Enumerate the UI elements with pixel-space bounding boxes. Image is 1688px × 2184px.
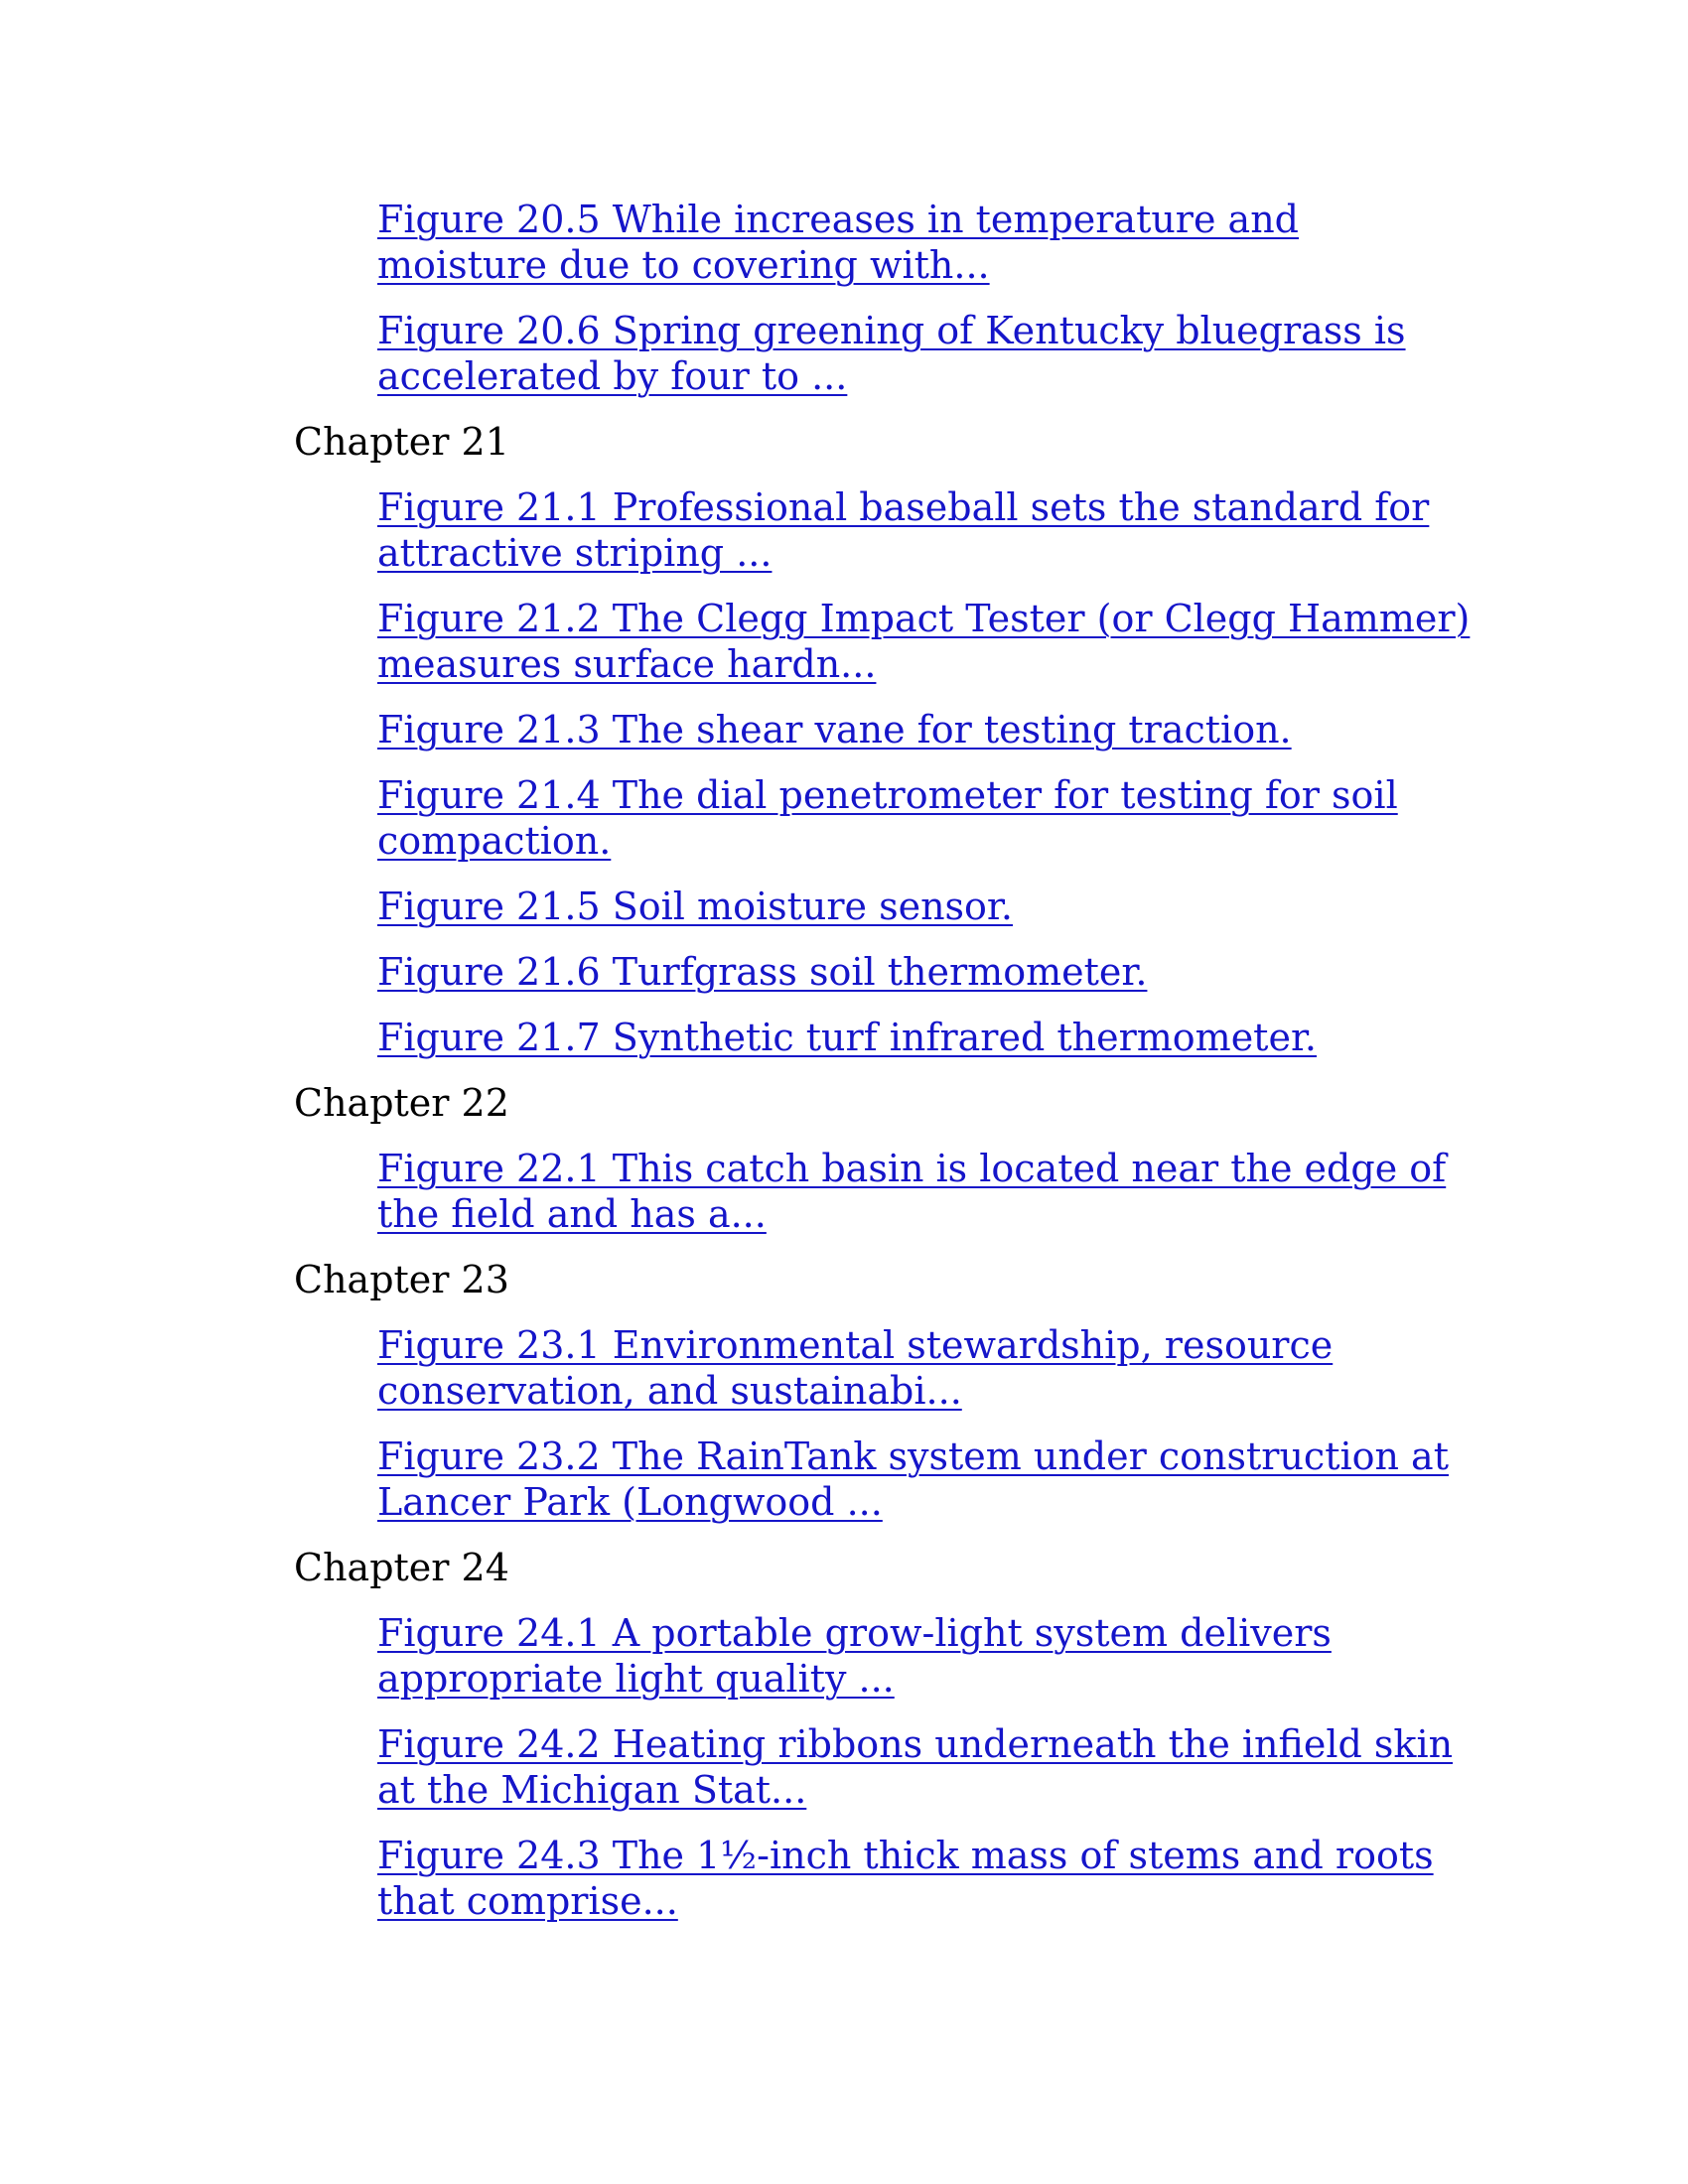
chapter-23-figure-list: [294, 1322, 1485, 1525]
chapter-21-figure-list: [294, 484, 1485, 1060]
figure-21-5-link[interactable]: Figure 21.5 Soil moisture sensor.: [377, 885, 1013, 928]
figure-21-2-link[interactable]: Figure 21.2 The Clegg Impact Tester (or Clegg Hammer) measures surface hardn...: [377, 597, 1471, 686]
figure-21-7-link[interactable]: Figure 21.7 Synthetic turf infrared thermometer.: [377, 1016, 1318, 1059]
list-item: [377, 1721, 1479, 1813]
list-item: [377, 884, 1479, 929]
list-item: [377, 1146, 1479, 1237]
list-item: [377, 949, 1479, 995]
chapter-23-heading: Chapter 23: [294, 1258, 509, 1301]
list-item: [377, 484, 1479, 576]
list-item: [377, 1433, 1479, 1525]
figure-24-1-link[interactable]: Figure 24.1 A portable grow-light system delivers appropriate light quality ...: [377, 1611, 1332, 1701]
list-item: [377, 707, 1479, 752]
list-item: [377, 308, 1479, 399]
chapter-20-figure-list: [294, 197, 1485, 399]
chapter-21-heading: Chapter 21: [294, 420, 509, 464]
list-item: [377, 1833, 1479, 1924]
chapter-22-figure-list: [294, 1146, 1485, 1237]
chapter-24-heading: Chapter 24: [294, 1546, 509, 1589]
figure-21-6-link[interactable]: Figure 21.6 Turfgrass soil thermometer.: [377, 950, 1148, 994]
list-item: [377, 772, 1479, 864]
figure-21-1-link[interactable]: Figure 21.1 Professional baseball sets the standard for attractive striping ...: [377, 485, 1430, 575]
list-item: [377, 1322, 1479, 1414]
list-item: [377, 1610, 1479, 1702]
chapter-24-figure-list: [294, 1610, 1485, 1924]
chapter-22-heading: Chapter 22: [294, 1081, 509, 1125]
figure-20-5-link[interactable]: Figure 20.5 While increases in temperature and moisture due to covering with...: [377, 198, 1299, 287]
list-of-figures: [294, 197, 1485, 1944]
figure-24-2-link[interactable]: Figure 24.2 Heating ribbons underneath the infield skin at the Michigan Stat...: [377, 1722, 1454, 1812]
figure-20-6-link[interactable]: Figure 20.6 Spring greening of Kentucky bluegrass is accelerated by four to ...: [377, 309, 1406, 398]
list-item: [377, 1015, 1479, 1060]
figure-21-3-link[interactable]: Figure 21.3 The shear vane for testing traction.: [377, 708, 1292, 751]
figure-24-3-link[interactable]: Figure 24.3 The 1½-inch thick mass of stems and roots that comprise...: [377, 1834, 1434, 1923]
list-item: [377, 197, 1479, 288]
figure-22-1-link[interactable]: Figure 22.1 This catch basin is located near the edge of the field and has a...: [377, 1147, 1447, 1236]
figure-23-1-link[interactable]: Figure 23.1 Environmental stewardship, resource conservation, and sustainabi...: [377, 1323, 1334, 1413]
figure-23-2-link[interactable]: Figure 23.2 The RainTank system under construction at Lancer Park (Longwood ...: [377, 1434, 1449, 1524]
list-item: [377, 596, 1479, 687]
figure-21-4-link[interactable]: Figure 21.4 The dial penetrometer for testing for soil compaction.: [377, 773, 1398, 863]
